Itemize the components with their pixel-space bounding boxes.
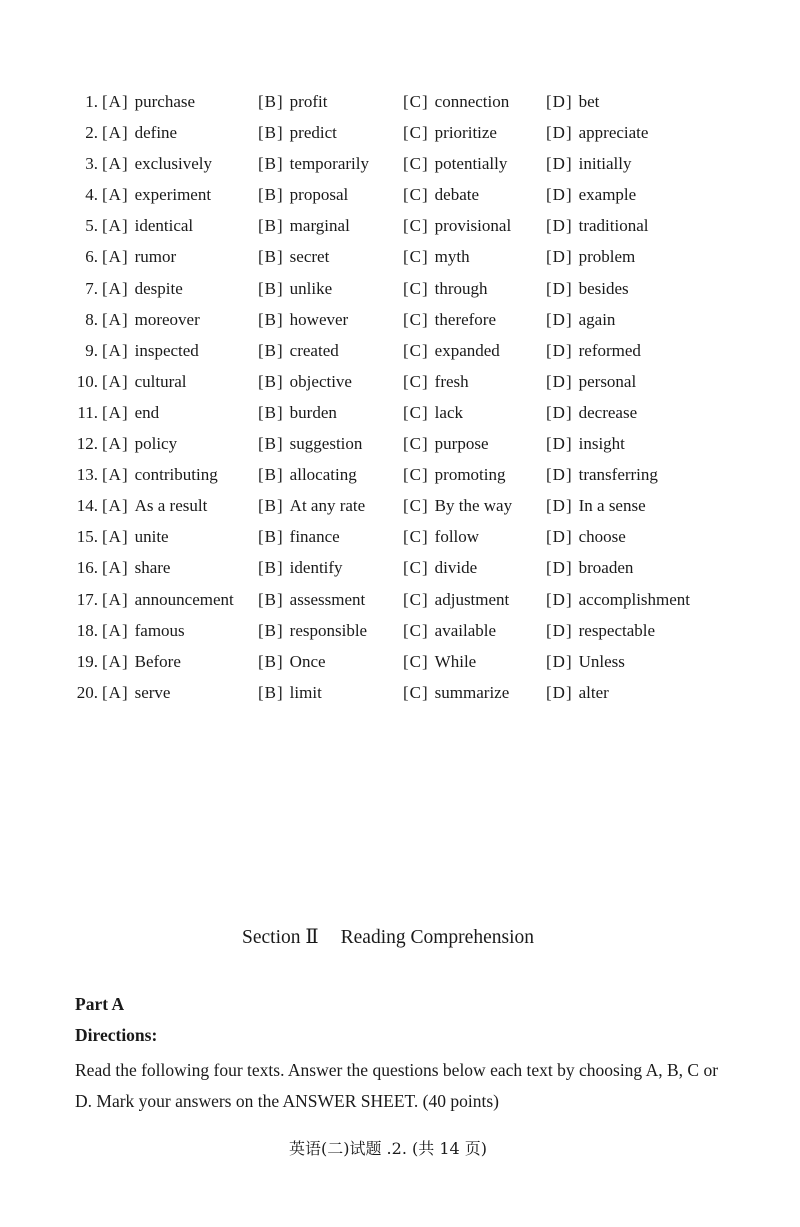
option-text: identical bbox=[134, 216, 194, 236]
option-letter: [C] bbox=[403, 589, 429, 609]
option-letter: [C] bbox=[403, 309, 429, 329]
option-text: unite bbox=[134, 527, 169, 547]
option-letter: [C] bbox=[403, 185, 429, 205]
option-letter: [C] bbox=[403, 527, 429, 547]
option-d bbox=[546, 459, 658, 490]
option-text: personal bbox=[578, 371, 637, 391]
option-letter: [B] bbox=[258, 185, 284, 205]
option-text: In a sense bbox=[578, 496, 646, 516]
option-letter: [D] bbox=[546, 496, 573, 516]
option-b bbox=[258, 428, 362, 459]
option-text: potentially bbox=[434, 154, 508, 174]
option-text: promoting bbox=[434, 465, 506, 485]
option-letter: [D] bbox=[546, 527, 573, 547]
option-text: through bbox=[434, 278, 488, 298]
question-row bbox=[0, 148, 800, 179]
question-number: 1. bbox=[85, 92, 98, 111]
option-text: temporarily bbox=[289, 154, 369, 174]
question-row bbox=[0, 459, 800, 490]
option-b bbox=[258, 273, 332, 304]
option-d bbox=[546, 86, 599, 117]
option-c bbox=[403, 428, 489, 459]
option-letter: [D] bbox=[546, 620, 573, 640]
option-letter: [A] bbox=[102, 278, 129, 298]
option-d bbox=[546, 148, 632, 179]
option-text: famous bbox=[134, 620, 185, 640]
option-text: alter bbox=[578, 682, 609, 702]
option-c bbox=[403, 148, 507, 179]
option-letter: [D] bbox=[546, 371, 573, 391]
option-letter: [D] bbox=[546, 465, 573, 485]
directions-text: Read the following four texts. Answer the questions below each text by choosing A, B, C or D. Mark your answers on the ANSWER SHEET. (40 points) bbox=[75, 1060, 719, 1111]
option-text: exclusively bbox=[134, 154, 213, 174]
option-text: bet bbox=[578, 92, 600, 111]
option-letter: [C] bbox=[403, 651, 429, 671]
option-text: predict bbox=[289, 123, 337, 143]
page-footer: 英语(二)试题 .2. (共 14 页) bbox=[288, 1139, 488, 1158]
option-b bbox=[258, 210, 350, 241]
option-a bbox=[102, 521, 169, 552]
option-text: follow bbox=[434, 527, 480, 547]
option-letter: [C] bbox=[403, 434, 429, 454]
question-row bbox=[0, 179, 800, 210]
option-letter: [B] bbox=[258, 496, 284, 516]
option-letter: [A] bbox=[102, 154, 129, 174]
option-text: accomplishment bbox=[578, 589, 691, 609]
question-number: 9. bbox=[85, 340, 98, 360]
question-row bbox=[0, 646, 800, 677]
option-letter: [A] bbox=[102, 123, 129, 143]
option-letter: [B] bbox=[258, 92, 284, 111]
question-number: 4. bbox=[85, 185, 98, 205]
option-letter: [D] bbox=[546, 278, 573, 298]
option-text: proposal bbox=[289, 185, 349, 205]
option-text: created bbox=[289, 340, 339, 360]
option-text: divide bbox=[434, 558, 478, 578]
option-a bbox=[102, 646, 181, 677]
option-text: unlike bbox=[289, 278, 333, 298]
option-letter: [A] bbox=[102, 558, 129, 578]
question-row bbox=[0, 304, 800, 335]
option-a bbox=[102, 304, 200, 335]
question-number: 2. bbox=[85, 123, 98, 143]
option-text: Once bbox=[289, 651, 326, 671]
option-letter: [A] bbox=[102, 216, 129, 236]
option-letter: [A] bbox=[102, 340, 129, 360]
option-text: moreover bbox=[134, 309, 200, 329]
option-c bbox=[403, 584, 509, 615]
option-text: despite bbox=[134, 278, 183, 298]
option-letter: [B] bbox=[258, 402, 284, 422]
option-a bbox=[102, 179, 211, 210]
option-b bbox=[258, 615, 367, 646]
option-c bbox=[403, 179, 479, 210]
option-d bbox=[546, 552, 633, 583]
option-letter: [A] bbox=[102, 434, 129, 454]
question-row bbox=[0, 677, 800, 708]
option-letter: [A] bbox=[102, 620, 129, 640]
option-text: prioritize bbox=[434, 123, 497, 143]
option-b bbox=[258, 552, 343, 583]
option-b bbox=[258, 490, 365, 521]
option-c bbox=[403, 86, 509, 117]
option-c bbox=[403, 335, 500, 366]
option-text: allocating bbox=[289, 465, 357, 485]
option-text: define bbox=[134, 123, 178, 143]
option-text: burden bbox=[289, 402, 337, 422]
option-text: serve bbox=[134, 682, 171, 702]
question-row bbox=[0, 552, 800, 583]
option-text: Before bbox=[134, 651, 181, 671]
option-d bbox=[546, 490, 646, 521]
option-c bbox=[403, 646, 476, 677]
option-text: connection bbox=[434, 92, 510, 111]
option-text: choose bbox=[578, 527, 626, 547]
option-a bbox=[102, 459, 218, 490]
option-letter: [C] bbox=[403, 558, 429, 578]
option-text: myth bbox=[434, 247, 470, 267]
option-text: responsible bbox=[289, 620, 368, 640]
option-c bbox=[403, 397, 463, 428]
question-row bbox=[0, 273, 800, 304]
option-letter: [C] bbox=[403, 402, 429, 422]
option-letter: [B] bbox=[258, 278, 284, 298]
option-letter: [D] bbox=[546, 434, 573, 454]
option-letter: [D] bbox=[546, 92, 573, 111]
option-b bbox=[258, 304, 348, 335]
option-c bbox=[403, 521, 479, 552]
question-number: 10. bbox=[76, 371, 98, 391]
option-a bbox=[102, 584, 234, 615]
option-b bbox=[258, 677, 322, 708]
option-letter: [B] bbox=[258, 620, 284, 640]
question-number: 11. bbox=[77, 402, 98, 422]
option-b bbox=[258, 521, 340, 552]
option-a bbox=[102, 210, 193, 241]
option-a bbox=[102, 615, 185, 646]
option-text: purchase bbox=[134, 92, 196, 111]
question-row bbox=[0, 397, 800, 428]
option-letter: [C] bbox=[403, 620, 429, 640]
option-d bbox=[546, 335, 641, 366]
option-c bbox=[403, 552, 477, 583]
option-letter: [A] bbox=[102, 682, 129, 702]
option-letter: [B] bbox=[258, 465, 284, 485]
option-d bbox=[546, 615, 655, 646]
option-d bbox=[546, 646, 625, 677]
option-a bbox=[102, 335, 199, 366]
question-row bbox=[0, 241, 800, 272]
question-number: 14. bbox=[76, 496, 98, 516]
option-letter: [B] bbox=[258, 589, 284, 609]
option-b bbox=[258, 148, 369, 179]
question-number: 8. bbox=[85, 309, 98, 329]
option-d bbox=[546, 304, 615, 335]
option-c bbox=[403, 490, 512, 521]
option-b bbox=[258, 397, 337, 428]
option-text: available bbox=[434, 620, 497, 640]
option-text: fresh bbox=[434, 371, 469, 391]
option-letter: [D] bbox=[546, 309, 573, 329]
option-letter: [B] bbox=[258, 123, 284, 143]
option-text: suggestion bbox=[289, 434, 363, 454]
option-letter: [B] bbox=[258, 527, 284, 547]
option-letter: [C] bbox=[403, 247, 429, 267]
option-letter: [A] bbox=[102, 185, 129, 205]
option-text: transferring bbox=[578, 465, 658, 485]
option-text: Unless bbox=[578, 651, 625, 671]
option-text: purpose bbox=[434, 434, 489, 454]
question-number: 20. bbox=[76, 682, 98, 702]
option-letter: [C] bbox=[403, 340, 429, 360]
option-d bbox=[546, 677, 609, 708]
option-letter: [C] bbox=[403, 371, 429, 391]
option-text: secret bbox=[289, 247, 330, 267]
question-row bbox=[0, 335, 800, 366]
question-number: 5. bbox=[85, 216, 98, 236]
option-letter: [D] bbox=[546, 402, 573, 422]
option-c bbox=[403, 241, 470, 272]
option-letter: [A] bbox=[102, 309, 129, 329]
option-letter: [A] bbox=[102, 527, 129, 547]
question-number: 12. bbox=[76, 434, 98, 454]
option-b bbox=[258, 241, 329, 272]
option-letter: [A] bbox=[102, 371, 129, 391]
option-letter: [B] bbox=[258, 309, 284, 329]
question-number: 19. bbox=[76, 651, 98, 671]
option-letter: [D] bbox=[546, 682, 573, 702]
option-letter: [D] bbox=[546, 589, 573, 609]
option-letter: [B] bbox=[258, 558, 284, 578]
option-letter: [A] bbox=[102, 247, 129, 267]
option-text: marginal bbox=[289, 216, 350, 236]
part-heading: Part A bbox=[75, 994, 125, 1014]
option-letter: [A] bbox=[102, 92, 129, 111]
option-a bbox=[102, 552, 170, 583]
option-letter: [C] bbox=[403, 465, 429, 485]
option-letter: [D] bbox=[546, 340, 573, 360]
option-b bbox=[258, 117, 337, 148]
option-text: policy bbox=[134, 434, 178, 454]
option-text: end bbox=[134, 402, 160, 422]
option-b bbox=[258, 335, 339, 366]
option-letter: [C] bbox=[403, 216, 429, 236]
question-number: 17. bbox=[76, 589, 98, 609]
section-numeral: Section Ⅱ bbox=[242, 927, 319, 948]
option-d bbox=[546, 428, 625, 459]
option-a bbox=[102, 677, 170, 708]
option-b bbox=[258, 584, 365, 615]
option-a bbox=[102, 366, 187, 397]
option-text: By the way bbox=[434, 496, 513, 516]
option-letter: [B] bbox=[258, 682, 284, 702]
option-text: initially bbox=[578, 154, 632, 174]
option-b bbox=[258, 646, 326, 677]
cloze-options-list bbox=[0, 86, 800, 708]
option-text: expanded bbox=[434, 340, 500, 360]
option-letter: [A] bbox=[102, 589, 129, 609]
option-text: debate bbox=[434, 185, 480, 205]
option-text: finance bbox=[289, 527, 340, 547]
option-a bbox=[102, 428, 177, 459]
option-c bbox=[403, 459, 506, 490]
option-letter: [B] bbox=[258, 154, 284, 174]
option-letter: [D] bbox=[546, 154, 573, 174]
option-d bbox=[546, 366, 636, 397]
question-number: 13. bbox=[76, 465, 98, 485]
option-text: problem bbox=[578, 247, 636, 267]
option-letter: [D] bbox=[546, 123, 573, 143]
option-letter: [C] bbox=[403, 92, 429, 111]
option-text: identify bbox=[289, 558, 343, 578]
option-letter: [C] bbox=[403, 496, 429, 516]
option-letter: [C] bbox=[403, 123, 429, 143]
option-text: lack bbox=[434, 402, 463, 422]
option-letter: [A] bbox=[102, 496, 129, 516]
option-text: reformed bbox=[578, 340, 641, 360]
option-c bbox=[403, 210, 511, 241]
option-letter: [B] bbox=[258, 434, 284, 454]
option-letter: [C] bbox=[403, 278, 429, 298]
option-text: rumor bbox=[134, 247, 177, 267]
option-text: provisional bbox=[434, 216, 512, 236]
question-row bbox=[0, 428, 800, 459]
option-text: summarize bbox=[434, 682, 510, 702]
option-c bbox=[403, 273, 488, 304]
option-letter: [B] bbox=[258, 371, 284, 391]
option-d bbox=[546, 521, 626, 552]
option-a bbox=[102, 241, 176, 272]
option-c bbox=[403, 677, 509, 708]
question-row bbox=[0, 584, 800, 615]
question-number: 3. bbox=[85, 154, 98, 174]
option-letter: [D] bbox=[546, 651, 573, 671]
option-d bbox=[546, 584, 690, 615]
question-row bbox=[0, 521, 800, 552]
option-letter: [B] bbox=[258, 216, 284, 236]
option-text: share bbox=[134, 558, 171, 578]
option-text: besides bbox=[578, 278, 629, 298]
option-text: As a result bbox=[134, 496, 208, 516]
option-b bbox=[258, 459, 357, 490]
option-text: again bbox=[578, 309, 616, 329]
question-number: 16. bbox=[76, 558, 98, 578]
option-letter: [D] bbox=[546, 558, 573, 578]
option-letter: [A] bbox=[102, 651, 129, 671]
question-number: 7. bbox=[85, 278, 98, 298]
option-a bbox=[102, 86, 195, 117]
option-text: example bbox=[578, 185, 637, 205]
option-letter: [B] bbox=[258, 340, 284, 360]
option-c bbox=[403, 304, 496, 335]
option-text: inspected bbox=[134, 340, 199, 360]
option-text: respectable bbox=[578, 620, 656, 640]
option-b bbox=[258, 179, 348, 210]
option-letter: [A] bbox=[102, 465, 129, 485]
option-c bbox=[403, 117, 497, 148]
option-c bbox=[403, 615, 496, 646]
question-row bbox=[0, 490, 800, 521]
option-b bbox=[258, 86, 327, 117]
option-text: profit bbox=[289, 92, 328, 111]
option-letter: [B] bbox=[258, 247, 284, 267]
option-text: At any rate bbox=[289, 496, 366, 516]
option-letter: [C] bbox=[403, 154, 429, 174]
option-text: contributing bbox=[134, 465, 218, 485]
option-d bbox=[546, 117, 648, 148]
section-title-text: Reading Comprehension bbox=[340, 927, 534, 948]
option-letter: [D] bbox=[546, 185, 573, 205]
option-text: While bbox=[434, 651, 477, 671]
option-text: objective bbox=[289, 371, 352, 391]
option-letter: [D] bbox=[546, 247, 573, 267]
question-row bbox=[0, 86, 800, 117]
option-d bbox=[546, 273, 629, 304]
option-a bbox=[102, 490, 207, 521]
option-text: however bbox=[289, 309, 349, 329]
option-text: adjustment bbox=[434, 589, 510, 609]
option-letter: [C] bbox=[403, 682, 429, 702]
option-text: experiment bbox=[134, 185, 212, 205]
option-text: insight bbox=[578, 434, 625, 454]
option-d bbox=[546, 241, 635, 272]
section-heading bbox=[0, 925, 776, 949]
option-letter: [A] bbox=[102, 402, 129, 422]
option-text: announcement bbox=[134, 589, 234, 609]
option-text: broaden bbox=[578, 558, 634, 578]
option-d bbox=[546, 397, 637, 428]
question-row bbox=[0, 210, 800, 241]
option-letter: [D] bbox=[546, 216, 573, 236]
option-c bbox=[403, 366, 469, 397]
directions-label: Directions: bbox=[75, 1025, 158, 1045]
option-text: traditional bbox=[578, 216, 649, 236]
option-a bbox=[102, 273, 183, 304]
option-a bbox=[102, 397, 159, 428]
option-a bbox=[102, 148, 212, 179]
question-row bbox=[0, 615, 800, 646]
option-a bbox=[102, 117, 177, 148]
option-text: decrease bbox=[578, 402, 638, 422]
option-letter: [B] bbox=[258, 651, 284, 671]
option-b bbox=[258, 366, 352, 397]
question-number: 6. bbox=[85, 247, 98, 267]
option-text: appreciate bbox=[578, 123, 649, 143]
question-number: 18. bbox=[76, 620, 98, 640]
option-d bbox=[546, 210, 648, 241]
option-text: therefore bbox=[434, 309, 497, 329]
option-text: assessment bbox=[289, 589, 366, 609]
option-d bbox=[546, 179, 636, 210]
question-number: 15. bbox=[76, 527, 98, 547]
option-text: cultural bbox=[134, 371, 187, 391]
option-text: limit bbox=[289, 682, 322, 702]
question-row bbox=[0, 366, 800, 397]
question-row bbox=[0, 117, 800, 148]
